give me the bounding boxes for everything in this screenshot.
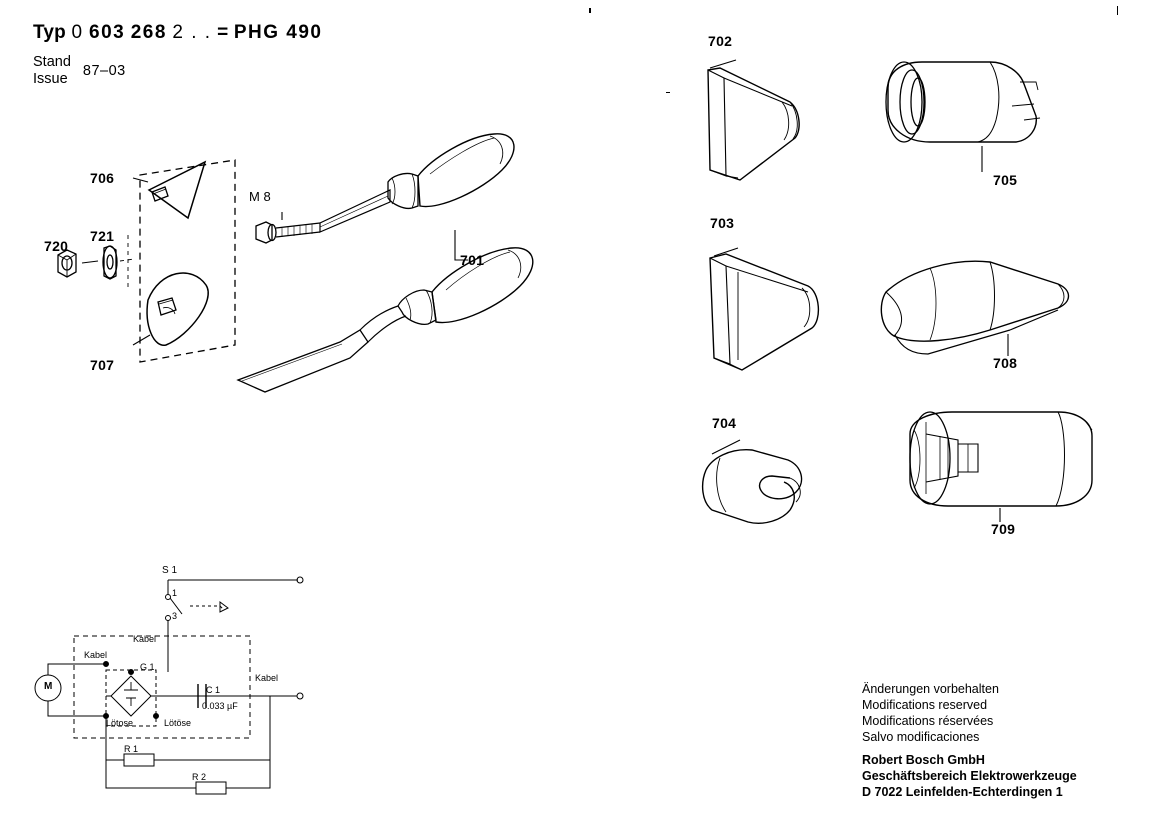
stand-label: Stand bbox=[33, 54, 71, 70]
wiring-label-terminal-1: 1 bbox=[172, 588, 178, 598]
callout-721: 721 bbox=[90, 228, 115, 244]
wiring-label-motor: M bbox=[44, 681, 53, 692]
wiring-label-c1-value: 0.033 µF bbox=[202, 701, 238, 711]
type-designation bbox=[33, 22, 323, 44]
issue-block bbox=[33, 54, 323, 87]
footer-company-division: Geschäftsbereich Elektrowerkzeuge bbox=[862, 769, 1077, 783]
wiring-label-c1: C 1 bbox=[206, 685, 221, 695]
wiring-label-r2: R 2 bbox=[192, 772, 207, 782]
registration-tick-top-right bbox=[1117, 6, 1118, 15]
footer-line-fr: Modifications réservées bbox=[862, 714, 994, 728]
label-m8: M 8 bbox=[249, 189, 271, 204]
callout-701: 701 bbox=[460, 252, 485, 268]
issue-date: 87–03 bbox=[82, 62, 126, 79]
wiring-label-r1: R 1 bbox=[124, 744, 139, 754]
wiring-label-kabel-left: Kabel bbox=[84, 650, 108, 660]
typ-number-1: 0 bbox=[71, 22, 84, 43]
callout-705: 705 bbox=[993, 172, 1018, 188]
typ-prefix: Typ bbox=[33, 22, 66, 43]
registration-tick-mid bbox=[666, 92, 670, 93]
typ-number-4: 2 . . bbox=[172, 22, 212, 43]
callout-720: 720 bbox=[44, 238, 69, 254]
footer-legal bbox=[862, 681, 1077, 800]
wiring-label-kabel-top: Kabel bbox=[133, 634, 157, 644]
callout-706: 706 bbox=[90, 170, 115, 186]
typ-number-3: 268 bbox=[130, 22, 167, 43]
footer-company-name: Robert Bosch GmbH bbox=[862, 753, 985, 767]
callout-709: 709 bbox=[991, 521, 1016, 537]
wiring-label-loetoese-2: Lötöse bbox=[164, 718, 192, 728]
footer-line-en: Modifications reserved bbox=[862, 698, 988, 712]
footer-line-de: Änderungen vorbehalten bbox=[862, 682, 999, 696]
accessories-drawing bbox=[690, 30, 1120, 550]
footer-company-address: D 7022 Leinfelden-Echterdingen 1 bbox=[862, 785, 1063, 799]
model-name: PHG 490 bbox=[233, 22, 323, 43]
callout-704: 704 bbox=[712, 415, 737, 431]
wiring-label-s1: S 1 bbox=[162, 565, 178, 576]
typ-number-2: 603 bbox=[89, 22, 126, 43]
wiring-diagram bbox=[20, 560, 360, 820]
equals-sign: = bbox=[217, 22, 229, 43]
wiring-label-terminal-3: 3 bbox=[172, 611, 178, 621]
document-header bbox=[33, 22, 323, 87]
callout-702: 702 bbox=[708, 33, 733, 49]
wiring-label-kabel-right: Kabel bbox=[255, 673, 279, 683]
registration-tick-top-left bbox=[589, 8, 591, 13]
wiring-label-g1: G 1 bbox=[140, 662, 155, 672]
footer-line-es: Salvo modificaciones bbox=[862, 730, 980, 744]
callout-707: 707 bbox=[90, 357, 115, 373]
callout-708: 708 bbox=[993, 355, 1018, 371]
wiring-label-loetoese-1: Lötose bbox=[106, 718, 134, 728]
callout-703: 703 bbox=[710, 215, 735, 231]
issue-label: Issue bbox=[33, 70, 68, 87]
